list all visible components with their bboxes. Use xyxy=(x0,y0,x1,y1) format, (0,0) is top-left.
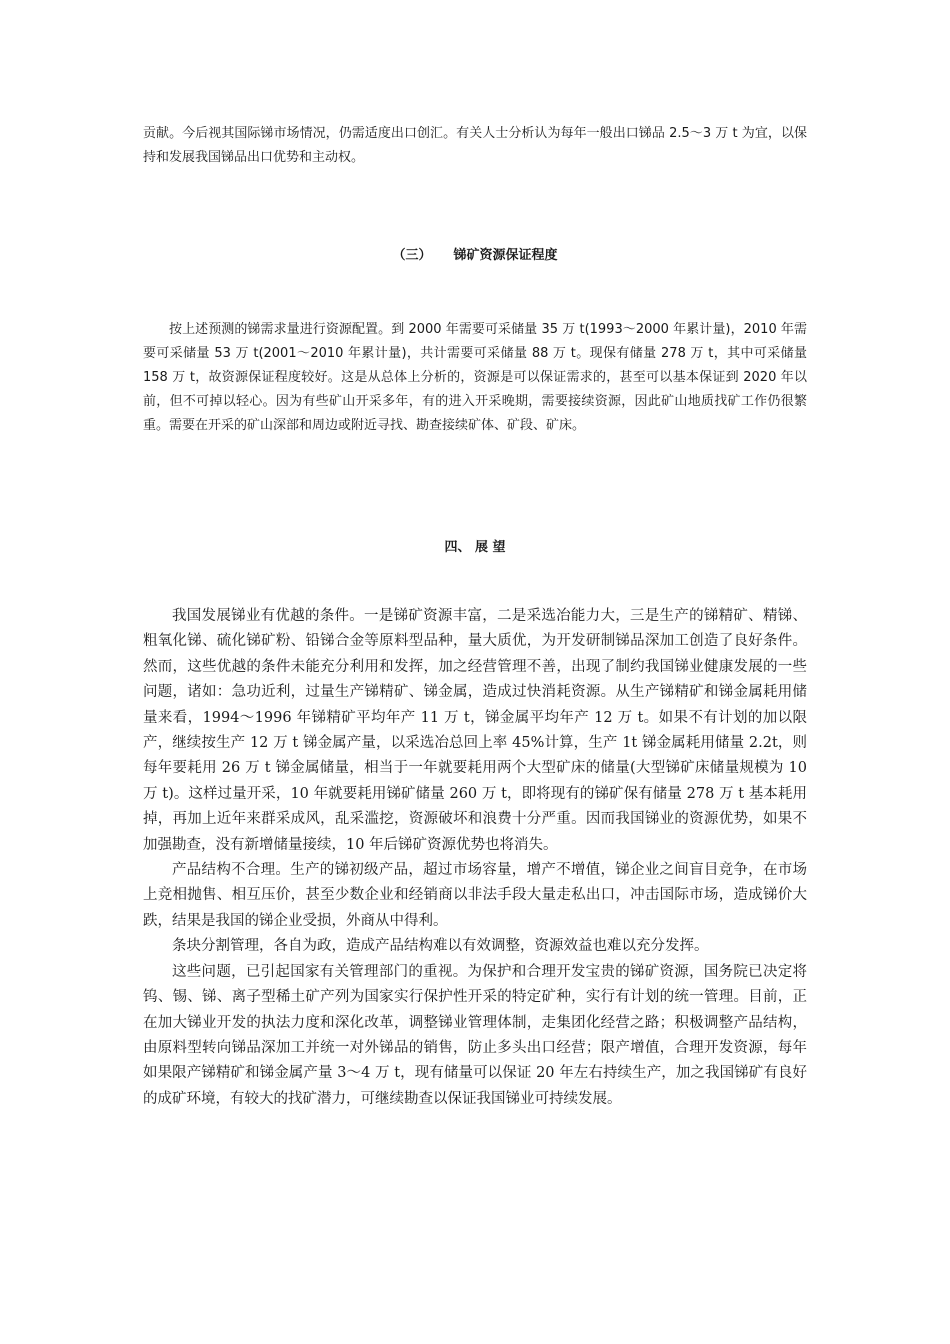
section-three-number: （三） xyxy=(392,248,432,263)
section-three-title: 锑矿资源保证程度 xyxy=(453,248,558,263)
body-paragraph: 条块分割管理，各自为政，造成产品结构难以有效调整，资源效益也难以充分发挥。 xyxy=(172,938,709,955)
body-paragraph: 产品结构不合理。生产的锑初级产品，超过市场容量，增产不增值，锑企业之间盲目竞争，在市场上竞相抛售、相互压价，甚至少数企业和经销商以非法手段大量走私出口，冲击国际市场，造成锑价大跌，结果是我国的锑企业受损，外商从中得利。 xyxy=(143,862,807,929)
section-four-heading: 四、 展 望 xyxy=(444,540,506,555)
continued-paragraph: 贡献。今后视其国际锑市场情况，仍需适度出口创汇。有关人士分析认为每年一般出口锑品 2.5～3 万 t 为宜，以保持和发展我国锑品出口优势和主动权。 xyxy=(143,126,807,165)
section-three-paragraph: 按上述预测的锑需求量进行资源配置。到 2000 年需要可采储量 35 万 t(1993～2000 年累计量)，2010 年需要可采储量 53 万 t(2001～2010 年累计量)，共计需要可采储量 88 万 t。现保有储量 278 万 t，其中可采储量 158 万 t，故资源保证程度较好。这是从总体上分析的，资源是可以保证需求的，甚至可以基本保证到 2020 年以前，但不可掉以轻心。因为有些矿山开采多年，有的进入开采晚期，需要接续资源，因此矿山地质找矿工作仍很繁重。需要在开采的矿山深部和周边或附近寻找、勘查接续矿体、矿段、矿床。 xyxy=(143,322,807,433)
section-four-body xyxy=(143,604,807,1112)
body-paragraph: 这些问题，已引起国家有关管理部门的重视。为保护和合理开发宝贵的锑矿资源，国务院已决定将钨、锡、锑、离子型稀土矿产列为国家实行保护性开采的特定矿种，实行有计划的统一管理。目前，正在加大锑业开发的执法力度和深化改革，调整锑业管理体制，走集团化经营之路；积极调整产品结构，由原料型转向锑品深加工并统一对外锑品的销售，防止多头出口经营；限产增值，合理开发资源，每年如果限产锑精矿和锑金属产量 3～4 万 t，现有储量可以保证 20 年左右持续生产，加之我国锑矿有良好的成矿环境，有较大的找矿潜力，可继续勘查以保证我国锑业可持续发展。 xyxy=(143,963,807,1107)
section-three-heading xyxy=(143,246,807,266)
body-paragraph: 我国发展锑业有优越的条件。一是锑矿资源丰富，二是采选冶能力大，三是生产的锑精矿、精锑、粗氧化锑、硫化锑矿粉、铅锑合金等原料型品种，量大质优，为开发研制锑品深加工创造了良好条件。然而，这些优越的条件未能充分利用和发挥，加之经营管理不善，出现了制约我国锑业健康发展的一些问题，诸如：急功近利，过量生产锑精矿、锑金属，造成过快消耗资源。从生产锑精矿和锑金属耗用储量来看，1994～1996 年锑精矿平均年产 11 万 t，锑金属平均年产 12 万 t。如果不有计划的加以限产，继续按生产 12 万 t 锑金属产量，以采选冶总回上率 45%计算，生产 1t 锑金属耗用储量 2.2t，则每年要耗用 26 万 t 锑金属储量，相当于一年就要耗用两个大型矿床的储量(大型锑矿床储量规模为 10 万 t)。这样过量开采，10 年就要耗用锑矿储量 260 万 t，即将现有的锑矿保有储量 278 万 t 基本耗用掉，再加上近年来群采成风，乱采滥挖，资源破坏和浪费十分严重。因而我国锑业的资源优势，如果不加强勘查，没有新增储量接续，10 年后锑矿资源优势也将消失。 xyxy=(143,608,807,853)
